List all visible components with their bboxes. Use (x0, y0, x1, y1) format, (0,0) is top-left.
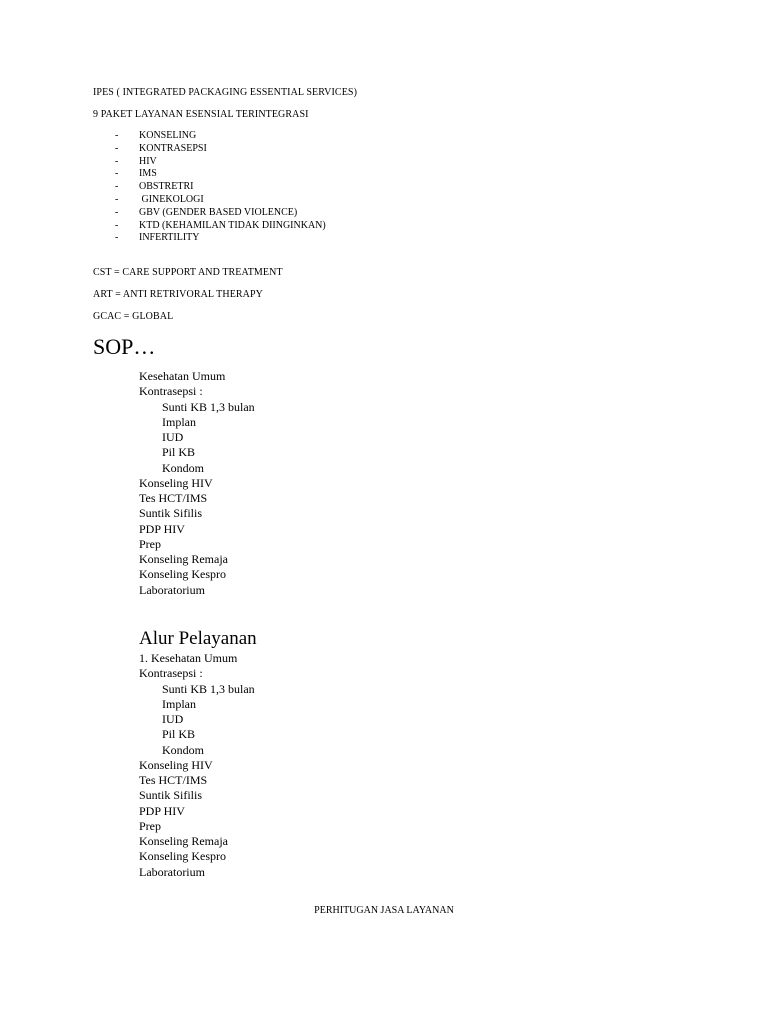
list-item-text: Kontrasepsi : (139, 666, 203, 681)
list-item-text: Konseling HIV (139, 475, 213, 490)
list-item-text: KONSELING (139, 130, 197, 141)
list-bullet: - (115, 232, 119, 244)
list-item-text: OBSTRETRI (139, 181, 194, 193)
list-item-text: Sunti KB 1,3 bulan (162, 681, 255, 696)
list-item-text: Sunti KB 1,3 bulan (162, 399, 255, 414)
list-item-text: Tes HCT/IMS (139, 491, 208, 505)
list-bullet: - (115, 155, 119, 167)
list-item-text: Suntik Sifilis (139, 788, 203, 803)
list-item-text: Kontrasepsi : (139, 384, 203, 399)
ipes-title: IPES ( INTEGRATED PACKAGING ESSENTIAL SERVICES) (93, 87, 357, 98)
list-bullet: - (115, 219, 119, 231)
list-item-text: Konseling Remaja (139, 552, 228, 566)
list-item-text: Pil KB (162, 445, 196, 460)
sop-heading: SOP… (93, 334, 156, 359)
list-bullet: - (115, 206, 119, 218)
list-bullet: - (115, 181, 119, 193)
definition-gcac: GCAC = GLOBAL (93, 311, 174, 322)
list-item-text: Konseling Kespro (139, 567, 226, 582)
list-item-text: PDP HIV (139, 803, 185, 818)
footer-heading: PERHITUGAN JASA LAYANAN (314, 905, 454, 916)
list-item-text: GINEKOLOGI (139, 193, 204, 205)
list-item-text: Suntik Sifilis (139, 506, 203, 521)
list-item-text: KONTRASEPSI (139, 142, 207, 154)
list-item-text: Konseling Remaja (139, 834, 228, 848)
list-item-text: Kesehatan Umum (139, 369, 226, 383)
list-item-text: Laboratorium (139, 864, 205, 879)
list-bullet: - (115, 168, 119, 180)
list-item-text: IUD (162, 712, 184, 726)
list-item-text: Prep (139, 818, 161, 833)
list-item-text: PDP HIV (139, 521, 185, 536)
list-item-text: IMS (139, 168, 157, 180)
list-item-text: Implan (162, 414, 196, 429)
list-item-text: Tes HCT/IMS (139, 773, 208, 787)
list-item-text: INFERTILITY (139, 232, 200, 244)
list-item-text: 1. Kesehatan Umum (139, 651, 238, 665)
list-item-text: Laboratorium (139, 582, 205, 597)
list-item-text: Kondom (162, 742, 204, 757)
list-item-text: HIV (139, 155, 157, 167)
list-bullet: - (115, 193, 119, 205)
list-item-text: KTD (KEHAMILAN TIDAK DIINGINKAN) (139, 219, 326, 231)
paket-title: 9 PAKET LAYANAN ESENSIAL TERINTEGRASI (93, 109, 309, 120)
list-item-text: Konseling HIV (139, 757, 213, 772)
list-bullet: - (115, 142, 119, 154)
list-item-text: Kondom (162, 460, 204, 475)
list-item-text: GBV (GENDER BASED VIOLENCE) (139, 206, 298, 218)
list-bullet: - (115, 130, 119, 141)
list-item-text: Konseling Kespro (139, 849, 226, 864)
definition-art: ART = ANTI RETRIVORAL THERAPY (93, 289, 263, 300)
list-item-text: IUD (162, 430, 184, 444)
definition-cst: CST = CARE SUPPORT AND TREATMENT (93, 267, 283, 278)
list-item-text: Prep (139, 536, 161, 551)
list-item-text: Implan (162, 696, 196, 711)
alur-heading: Alur Pelayanan (139, 628, 257, 649)
list-item-text: Pil KB (162, 727, 196, 742)
